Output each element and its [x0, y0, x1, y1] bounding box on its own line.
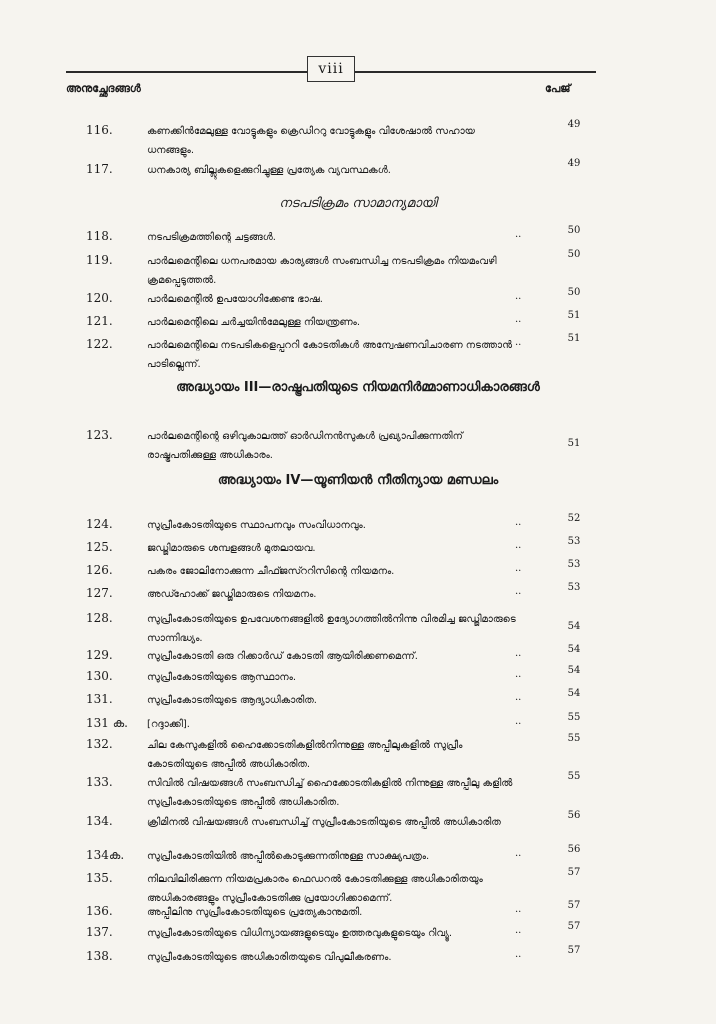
- article-number: 134.: [86, 814, 113, 828]
- page-ref: 57: [567, 900, 581, 911]
- article-number: 117.: [86, 162, 113, 176]
- article-number: 121.: [86, 314, 113, 328]
- article-number: 128.: [86, 611, 113, 625]
- leader-dots: ..: [515, 848, 522, 859]
- article-title: സിവിൽ വിഷയങ്ങൾ സംബന്ധിച്ച് ഹൈക്കോടതികളിൽ നിന്നുള്ള അപ്പീലു കളിൽ സുപ്രീംകോടതിയുടെ അപ്പീൽ അധികാരിത.: [147, 778, 513, 808]
- article-number: 127.: [86, 586, 113, 600]
- article-title: അഡ്ഹോക്ക് ജഡ്ജിമാരുടെ നിയമനം.: [147, 589, 317, 600]
- article-number: 126.: [86, 563, 113, 577]
- page-ref: 57: [567, 867, 581, 878]
- leader-dots: ..: [515, 692, 522, 703]
- article-title: അപ്പീലിനു സുപ്രീംകോടതിയുടെ പ്രത്യേകാനുമതി.: [147, 907, 363, 918]
- article-number: 116.: [86, 123, 113, 137]
- article-number: 135.: [86, 871, 113, 885]
- leader-dots: ..: [515, 648, 522, 659]
- article-number: 131 ക.: [86, 716, 128, 730]
- page-ref: 57: [567, 921, 581, 932]
- article-number: 124.: [86, 517, 113, 531]
- leader-dots: ..: [515, 904, 522, 915]
- article-title: പാർലമെന്റിലെ നടപടികളെപ്പററി കോടതികൾ അന്വേഷണവിചാരണ നടത്താൻ പാടില്ലെന്ന്.: [147, 340, 513, 370]
- article-title: സുപ്രീംകോടതിയുടെ ആസ്ഥാനം.: [147, 672, 297, 683]
- article-title: [റദ്ദാക്കി].: [147, 719, 190, 730]
- section-heading: നടപടിക്രമം സാമാന്യമായി: [279, 196, 437, 211]
- page-ref: 51: [567, 333, 581, 344]
- article-title: ധനകാര്യ ബില്ലുകളെക്കുറിച്ചുള്ള പ്രത്യേക വ്യവസ്ഥകൾ.: [147, 165, 391, 176]
- article-number: 119.: [86, 253, 113, 267]
- page-ref: 56: [567, 810, 581, 821]
- article-number: 132.: [86, 737, 113, 751]
- article-title: സുപ്രീംകോടതിയിൽ അപ്പീൽകൊടുക്കുന്നതിനുള്ള സാക്ഷ്യപത്രം.: [147, 851, 430, 862]
- article-number: 123.: [86, 428, 113, 442]
- page-ref: 55: [567, 733, 581, 744]
- article-title: പാർലമെന്റിൽ ഉപയോഗിക്കേണ്ട ഭാഷ.: [147, 294, 323, 305]
- article-number: 137.: [86, 925, 113, 939]
- article-title: പാർലമെന്റിന്റെ ഒഴിവുകാലത്ത് ഓർഡിനൻസുകൾ പ്രഖ്യാപിക്കുന്നതിന് രാഷ്ട്രപതിക്കുള്ള അധികാരം.: [147, 431, 463, 461]
- page-ref: 51: [567, 310, 581, 321]
- page-ref: 54: [567, 665, 581, 676]
- article-number: 130.: [86, 669, 113, 683]
- page-ref: 53: [567, 559, 581, 570]
- article-title: ജഡ്ജിമാരുടെ ശമ്പളങ്ങൾ മുതലായവ.: [147, 543, 316, 554]
- leader-dots: ..: [515, 517, 522, 528]
- page-ref: 50: [567, 225, 581, 236]
- article-title: സുപ്രീംകോടതിയുടെ സ്ഥാപനവും സംവിധാനവും.: [147, 520, 366, 531]
- article-number: 118.: [86, 229, 113, 243]
- article-title: നടപടിക്രമത്തിന്റെ ചട്ടങ്ങൾ.: [147, 232, 276, 243]
- page-ref: 57: [567, 945, 581, 956]
- leader-dots: ..: [515, 540, 522, 551]
- column-heading-articles: അനുച്ഛേദങ്ങൾ: [66, 82, 141, 95]
- page-ref: 54: [567, 688, 581, 699]
- article-number: 125.: [86, 540, 113, 554]
- article-title: പാർലമെന്റിലെ ധനപരമായ കാര്യങ്ങൾ സംബന്ധിച്ച നടപടിക്രമം നിയമംവഴി ക്രമപ്പെടുത്തൽ.: [147, 256, 497, 286]
- article-title: ചില കേസുകളിൽ ഹൈക്കോടതികളിൽനിന്നുള്ള അപ്പീലുകളിൽ സുപ്രീം കോടതിയുടെ അപ്പീൽ അധികാരിത.: [147, 740, 463, 770]
- page-ref: 54: [567, 621, 581, 632]
- column-heading-page: പേജ്: [545, 82, 571, 95]
- article-number: 136.: [86, 904, 113, 918]
- page-ref: 56: [567, 844, 581, 855]
- article-title: പകരം ജോലിനോക്കുന്ന ചീഫ്ജസ്ററിസിന്റെ നിയമനം.: [147, 566, 395, 577]
- leader-dots: ..: [515, 716, 522, 727]
- article-number: 133.: [86, 775, 113, 789]
- article-number: 134ക.: [86, 848, 125, 862]
- leader-dots: ..: [515, 925, 522, 936]
- page-ref: 54: [567, 644, 581, 655]
- page-ref: 53: [567, 536, 581, 547]
- article-title: സുപ്രീംകോടതിയുടെ വിധിന്യായങ്ങളുടെയും ഉത്തരവുകളുടെയും റിവ്യൂ.: [147, 928, 453, 939]
- leader-dots: ..: [515, 229, 522, 240]
- leader-dots: ..: [515, 949, 522, 960]
- leader-dots: ..: [515, 314, 522, 325]
- page-number: viii: [307, 56, 355, 82]
- page-ref: 49: [567, 119, 581, 130]
- article-title: സുപ്രീംകോടതിയുടെ ഉപവേശനങ്ങളിൽ ഉദ്യോഗത്തിൽനിന്നു വിരമിച്ച ജഡ്ജിമാരുടെ സാന്നിദ്ധ്യം.: [147, 614, 516, 644]
- article-number: 129.: [86, 648, 113, 662]
- article-number: 122.: [86, 337, 113, 351]
- page-ref: 50: [567, 287, 581, 298]
- chapter-heading: അദ്ധ്യായം IV—യൂണിയൻ നീതിന്യായ മണ്ഡലം: [217, 473, 499, 488]
- page-ref: 53: [567, 582, 581, 593]
- article-title: സുപ്രീംകോടതിയുടെ അധികാരിതയുടെ വിപുലീകരണം.: [147, 952, 392, 963]
- page-ref: 52: [567, 513, 581, 524]
- article-title: പാർലമെന്റിലെ ചർച്ചയിൻമേലുള്ള നിയന്ത്രണം.: [147, 317, 361, 328]
- leader-dots: ..: [515, 669, 522, 680]
- leader-dots: ..: [515, 586, 522, 597]
- page-ref: 50: [567, 249, 581, 260]
- page-ref: 51: [567, 438, 581, 449]
- page-ref: 55: [567, 712, 581, 723]
- page-ref: 49: [567, 158, 581, 169]
- leader-dots: ..: [515, 563, 522, 574]
- article-title: കണക്കിൻമേലുള്ള വോട്ടുകളും ക്രെഡിററു വോട്ടുകളും വിശേഷാൽ സഹായ ധനങ്ങളും.: [147, 126, 475, 156]
- leader-dots: ..: [515, 337, 522, 348]
- article-title: നിലവിലിരിക്കുന്ന നിയമപ്രകാരം ഫെഡറൽ കോടതിക്കുള്ള അധികാരിതയും അധികാരങ്ങളും സുപ്രീംകോടതിക്കു പ്രയോഗിക്കാമെന്ന്.: [147, 874, 483, 904]
- article-number: 120.: [86, 291, 113, 305]
- page-ref: 55: [567, 771, 581, 782]
- article-title: സുപ്രീംകോടതി ഒരു റിക്കാർഡ് കോടതി ആയിരിക്കണമെന്ന്.: [147, 651, 418, 662]
- leader-dots: ..: [515, 291, 522, 302]
- article-title: ക്രിമിനൽ വിഷയങ്ങൾ സംബന്ധിച്ച് സുപ്രീംകോടതിയുടെ അപ്പീൽ അധികാരിത: [147, 817, 501, 828]
- article-number: 138.: [86, 949, 113, 963]
- article-number: 131.: [86, 692, 113, 706]
- article-title: സുപ്രീംകോടതിയുടെ ആദ്യാധികാരിത.: [147, 695, 317, 706]
- chapter-heading: അദ്ധ്യായം III—രാഷ്ട്രപതിയുടെ നിയമനിർമ്മാണാധികാരങ്ങൾ: [176, 380, 540, 395]
